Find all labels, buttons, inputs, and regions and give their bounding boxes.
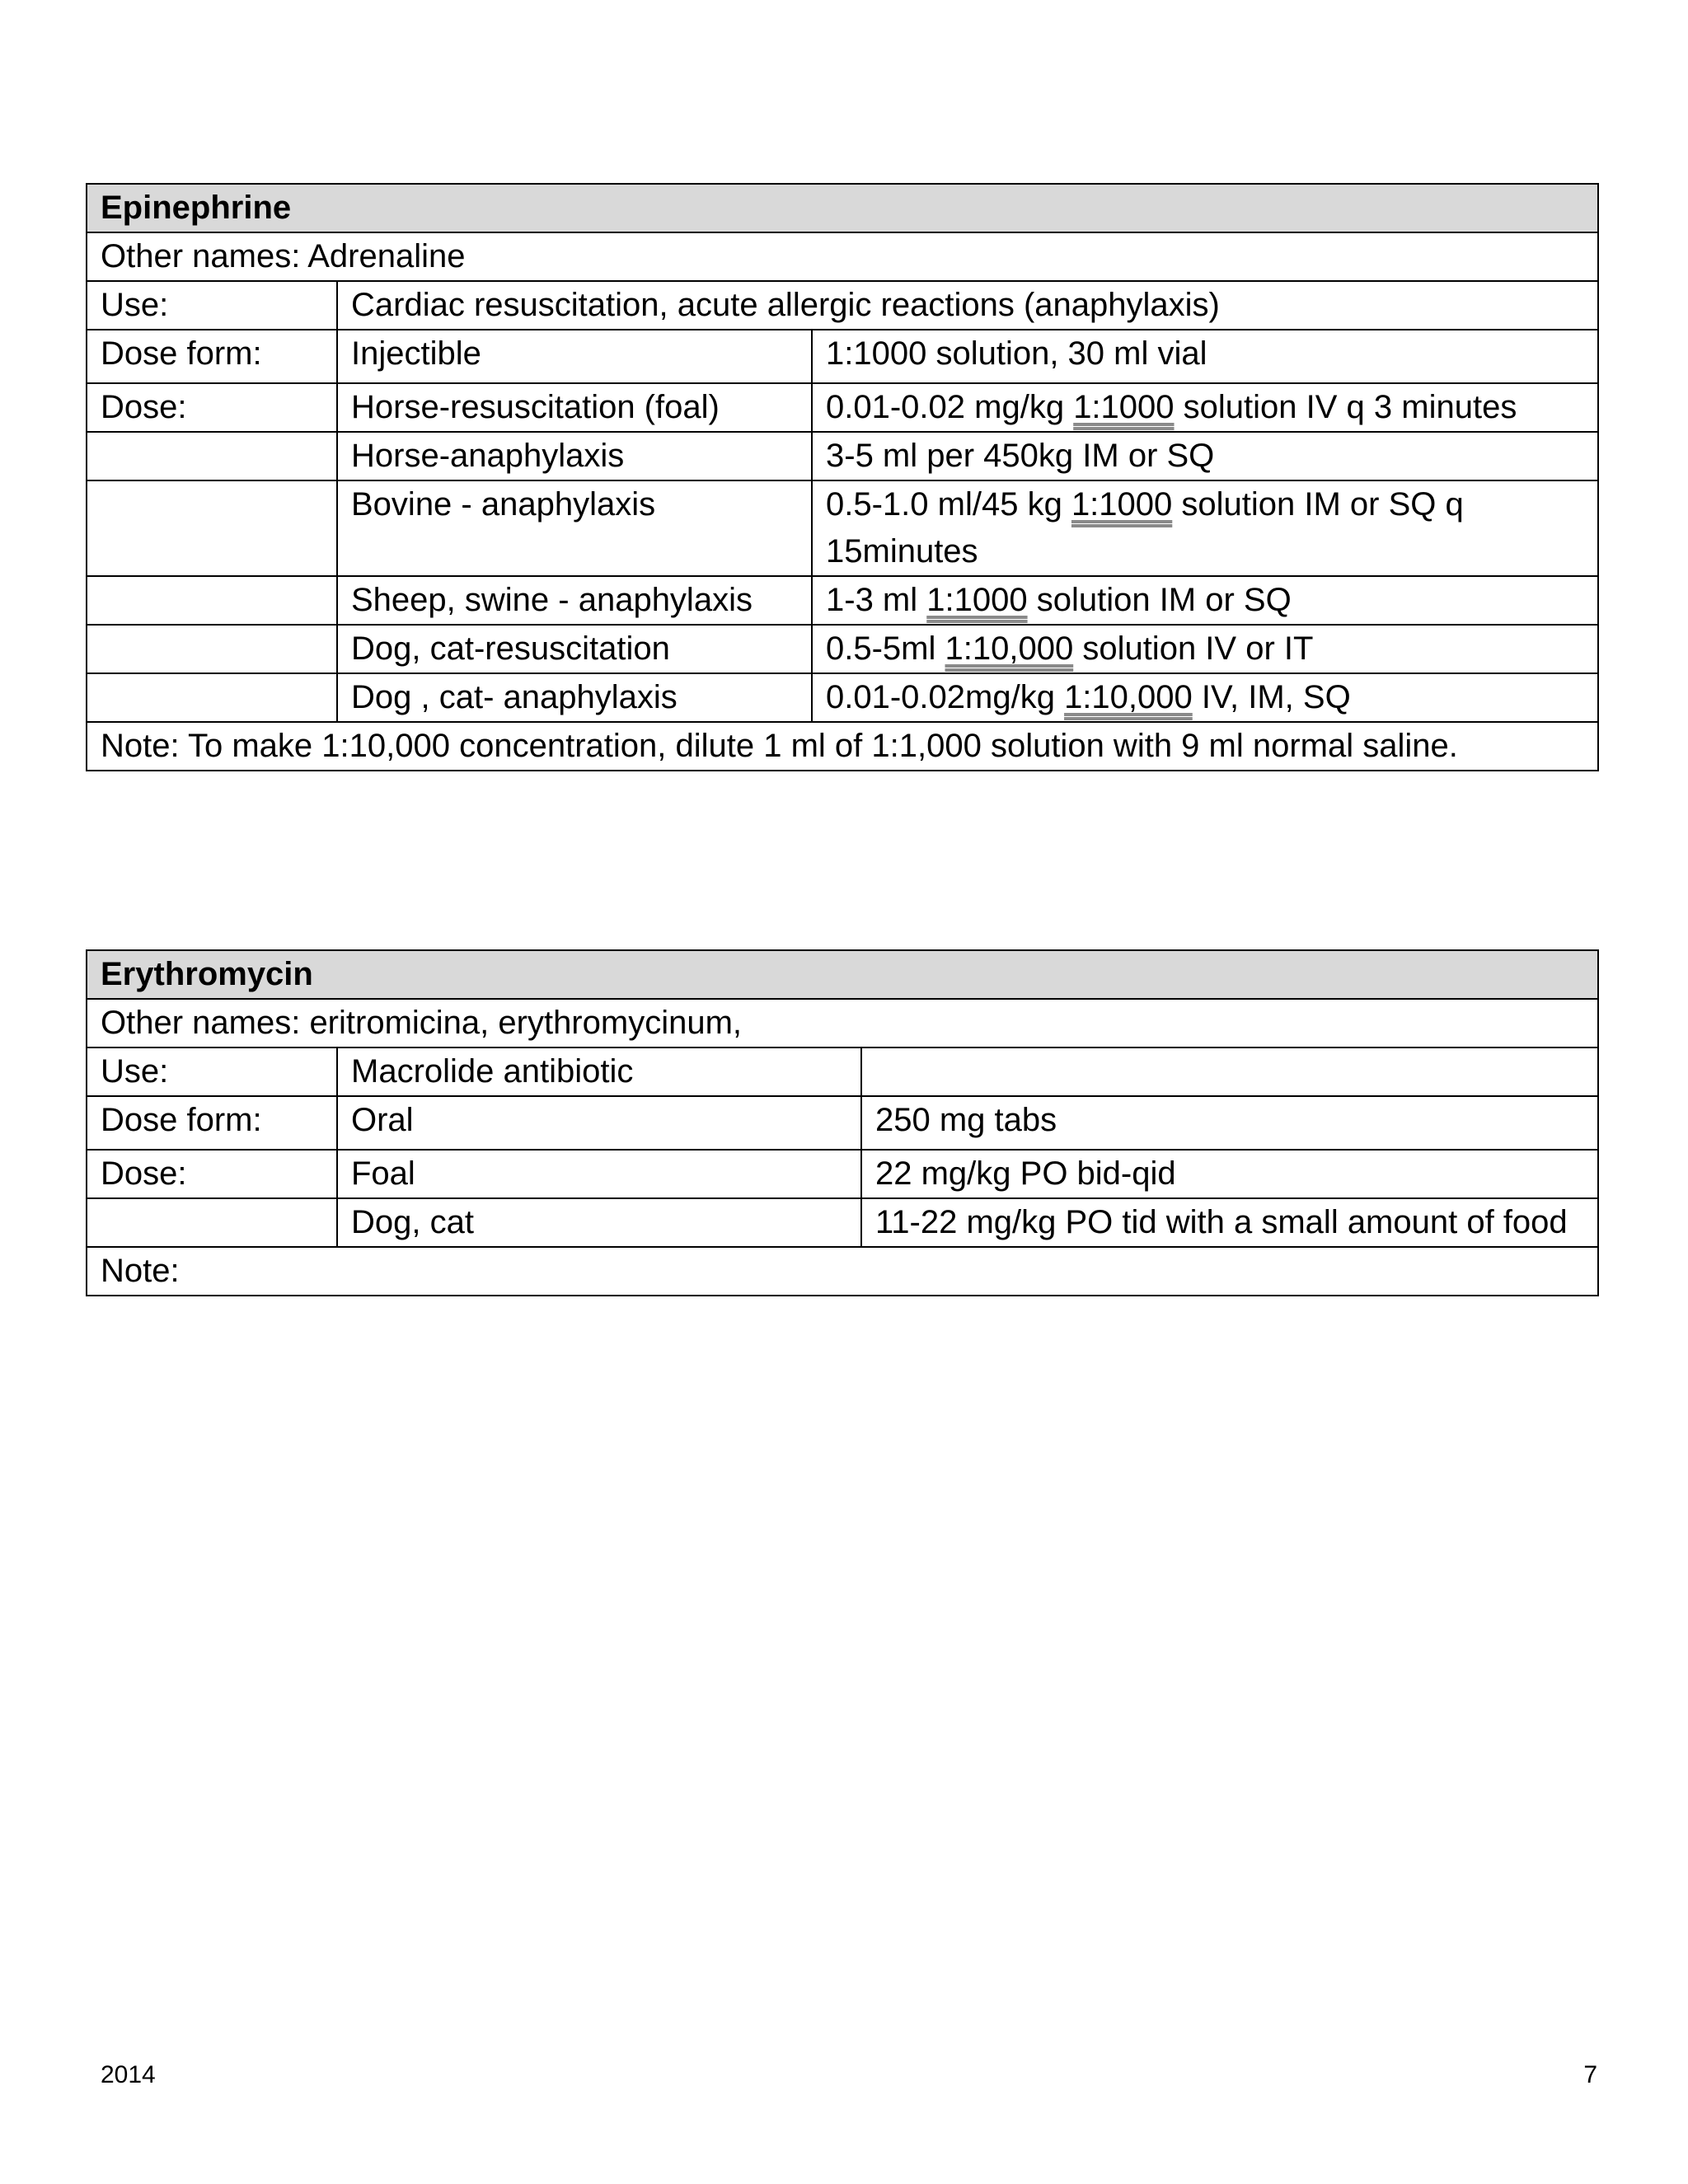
dose-detail: 11-22 mg/kg PO tid with a small amount of food	[861, 1198, 1598, 1247]
table-row	[87, 330, 1598, 383]
empty-cell	[861, 1047, 1598, 1096]
table-row	[87, 1150, 1598, 1198]
table-row	[87, 950, 1598, 999]
table-row	[87, 383, 1598, 432]
dilution-ratio: 1:1000	[926, 582, 1028, 618]
dose-detail	[812, 673, 1598, 722]
other-names: Other names: Adrenaline	[87, 232, 1598, 281]
other-names: Other names: eritromicina, erythromycinum,	[87, 999, 1598, 1047]
table-row	[87, 576, 1598, 625]
table-row	[87, 281, 1598, 330]
table-row	[87, 184, 1598, 232]
erythromycin-table	[86, 949, 1599, 1296]
page-number: 7	[1583, 2061, 1597, 2088]
table-row	[87, 1047, 1598, 1096]
empty-cell	[87, 432, 337, 480]
empty-cell	[87, 625, 337, 673]
dose-label: Dose:	[87, 1150, 337, 1198]
dose-form-type: Oral	[337, 1096, 861, 1150]
dose-detail	[812, 576, 1598, 625]
table-row	[87, 673, 1598, 722]
dose-detail-text: 0.5-1.0 ml/45 kg	[826, 486, 1071, 523]
table-row	[87, 999, 1598, 1047]
use-label: Use:	[87, 281, 337, 330]
use-label: Use:	[87, 1047, 337, 1096]
table-row	[87, 1096, 1598, 1150]
table-row	[87, 480, 1598, 576]
table-row	[87, 625, 1598, 673]
dilution-ratio: 1:10,000	[945, 630, 1074, 667]
dilution-ratio: 1:10,000	[1064, 679, 1193, 715]
dose-detail-text: 0.01-0.02mg/kg	[826, 679, 1065, 715]
dose-detail-text: 0.01-0.02 mg/kg	[826, 389, 1074, 425]
dose-detail	[812, 432, 1598, 480]
dose-label: Dose:	[87, 383, 337, 432]
dose-detail-text: solution IM or SQ	[1027, 582, 1292, 618]
dose-species: Bovine - anaphylaxis	[337, 480, 812, 576]
empty-cell	[87, 576, 337, 625]
dose-detail-text: 0.5-5ml	[826, 630, 945, 667]
dose-form-type: Injectible	[337, 330, 812, 383]
use-value: Cardiac resuscitation, acute allergic reactions (anaphylaxis)	[337, 281, 1598, 330]
footer-year: 2014	[101, 2061, 156, 2088]
table-row	[87, 432, 1598, 480]
dilution-ratio: 1:1000	[1071, 486, 1173, 523]
dose-species: Sheep, swine - anaphylaxis	[337, 576, 812, 625]
dose-detail	[812, 480, 1598, 576]
drug-title: Erythromycin	[87, 950, 1598, 999]
dose-species: Dog , cat- anaphylaxis	[337, 673, 812, 722]
dose-detail-text: solution IV or IT	[1073, 630, 1314, 667]
use-value: Macrolide antibiotic	[337, 1047, 861, 1096]
dose-species: Horse-resuscitation (foal)	[337, 383, 812, 432]
dose-detail-text: IV, IM, SQ	[1192, 679, 1351, 715]
dose-detail-text: 1-3 ml	[826, 582, 927, 618]
epinephrine-table	[86, 183, 1599, 771]
dose-detail-text: solution IM or SQ q 15minutes	[826, 486, 1464, 569]
empty-cell	[87, 673, 337, 722]
dose-species: Horse-anaphylaxis	[337, 432, 812, 480]
dose-form-detail: 1:1000 solution, 30 ml vial	[812, 330, 1598, 383]
dose-species: Foal	[337, 1150, 861, 1198]
dose-detail	[812, 383, 1598, 432]
table-row	[87, 1198, 1598, 1247]
dose-species: Dog, cat	[337, 1198, 861, 1247]
dose-form-detail: 250 mg tabs	[861, 1096, 1598, 1150]
empty-cell	[87, 480, 337, 576]
note: Note:	[87, 1247, 1598, 1296]
dose-form-label: Dose form:	[87, 330, 337, 383]
drug-title: Epinephrine	[87, 184, 1598, 232]
empty-cell	[87, 1198, 337, 1247]
dose-detail-text: 3-5 ml per 450kg IM or SQ	[826, 438, 1215, 474]
table-row	[87, 1247, 1598, 1296]
dose-species: Dog, cat-resuscitation	[337, 625, 812, 673]
dose-detail-text: solution IV q 3 minutes	[1174, 389, 1517, 425]
dose-form-label: Dose form:	[87, 1096, 337, 1150]
dose-detail: 22 mg/kg PO bid-qid	[861, 1150, 1598, 1198]
table-row	[87, 232, 1598, 281]
note: Note: To make 1:10,000 concentration, dilute 1 ml of 1:1,000 solution with 9 ml normal saline.	[87, 722, 1598, 771]
dilution-ratio: 1:1000	[1073, 389, 1175, 425]
table-row	[87, 722, 1598, 771]
dose-detail	[812, 625, 1598, 673]
